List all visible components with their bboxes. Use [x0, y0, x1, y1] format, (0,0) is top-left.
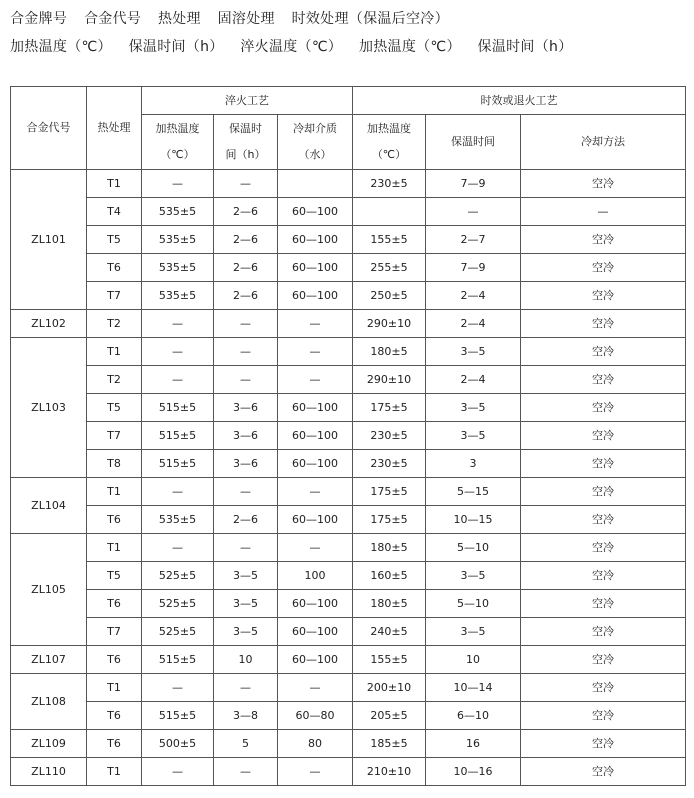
alloy-code-cell: ZL105 [11, 534, 87, 646]
quench-temp-cell: 515±5 [142, 702, 214, 730]
col-quench-temp [142, 115, 214, 170]
table-row [11, 282, 686, 310]
treatment-cell: T1 [87, 338, 142, 366]
aging-temp-cell: 175±5 [353, 394, 426, 422]
header-aging-heating-temp: 加热温度（℃） [358, 39, 461, 55]
quench-temp-cell: — [142, 366, 214, 394]
quench-time-cell: 3—5 [214, 590, 278, 618]
table-row [11, 226, 686, 254]
cooling-method-cell: 空冷 [521, 674, 686, 702]
quench-medium-cell: 60—100 [278, 282, 353, 310]
aging-temp-cell: 205±5 [353, 702, 426, 730]
quench-medium-cell: 60—100 [278, 590, 353, 618]
table-row [11, 590, 686, 618]
aging-temp-cell: 255±5 [353, 254, 426, 282]
quench-temp-cell: 515±5 [142, 394, 214, 422]
col-quench-temp-line2: （℃） [160, 148, 195, 161]
aging-temp-cell: 185±5 [353, 730, 426, 758]
aging-time-cell: — [426, 198, 521, 226]
header-alloy-code: 合金代号 [83, 11, 142, 27]
quench-temp-cell: 515±5 [142, 646, 214, 674]
treatment-cell: T6 [87, 646, 142, 674]
aging-temp-cell: 230±5 [353, 450, 426, 478]
treatment-cell: T6 [87, 506, 142, 534]
aging-time-cell: 3—5 [426, 422, 521, 450]
header-heating-temp: 加热温度（℃） [10, 39, 112, 55]
col-aging-temp-line1: 加热温度 [367, 122, 411, 135]
cooling-method-cell: — [521, 198, 686, 226]
treatment-cell: T7 [87, 422, 142, 450]
aging-time-cell: 5—15 [426, 478, 521, 506]
aging-temp-cell: 155±5 [353, 646, 426, 674]
aging-time-cell: 3 [426, 450, 521, 478]
quench-temp-cell: — [142, 534, 214, 562]
cooling-method-cell: 空冷 [521, 646, 686, 674]
aging-temp-cell: 240±5 [353, 618, 426, 646]
aging-temp-cell: 210±10 [353, 758, 426, 786]
quench-time-cell: 3—6 [214, 450, 278, 478]
quench-medium-cell: 60—100 [278, 422, 353, 450]
col-quench-medium [278, 115, 353, 170]
aging-temp-cell: 200±10 [353, 674, 426, 702]
treatment-cell: T4 [87, 198, 142, 226]
aging-temp-cell: 230±5 [353, 170, 426, 198]
aging-temp-cell: 290±10 [353, 310, 426, 338]
header-quench-temp: 淬火温度（℃） [240, 39, 343, 55]
aging-temp-cell: 180±5 [353, 534, 426, 562]
treatment-cell: T1 [87, 170, 142, 198]
aging-time-cell: 10—16 [426, 758, 521, 786]
aging-time-cell: 5—10 [426, 590, 521, 618]
treatment-cell: T6 [87, 730, 142, 758]
quench-time-cell: — [214, 170, 278, 198]
quench-medium-cell: — [278, 534, 353, 562]
table-row [11, 198, 686, 226]
treatment-cell: T5 [87, 226, 142, 254]
quench-time-cell: — [214, 478, 278, 506]
quench-medium-cell: 100 [278, 562, 353, 590]
treatment-cell: T5 [87, 394, 142, 422]
col-quench-medium-line1: 冷却介质 [293, 122, 337, 135]
aging-time-cell: 3—5 [426, 562, 521, 590]
quench-time-cell: 3—6 [214, 394, 278, 422]
quench-time-cell: 2—6 [214, 198, 278, 226]
table-row [11, 506, 686, 534]
table-row [11, 422, 686, 450]
cooling-method-cell: 空冷 [521, 478, 686, 506]
quench-temp-cell: — [142, 338, 214, 366]
treatment-cell: T6 [87, 702, 142, 730]
header-heat-treatment: 热处理 [157, 11, 201, 27]
col-aging-temp [353, 115, 426, 170]
table-row [11, 534, 686, 562]
table-row [11, 646, 686, 674]
table-row [11, 758, 686, 786]
quench-temp-cell: — [142, 478, 214, 506]
quench-time-cell: 3—8 [214, 702, 278, 730]
quench-temp-cell: 535±5 [142, 506, 214, 534]
header-alloy-grade: 合金牌号 [10, 11, 68, 27]
alloy-code-cell: ZL110 [11, 758, 87, 786]
quench-medium-cell: 60—100 [278, 646, 353, 674]
quench-medium-cell: — [278, 366, 353, 394]
cooling-method-cell: 空冷 [521, 282, 686, 310]
col-alloy-code: 合金代号 [11, 87, 87, 170]
aging-time-cell: 3—5 [426, 338, 521, 366]
aging-temp-cell: 180±5 [353, 338, 426, 366]
quench-temp-cell: 515±5 [142, 422, 214, 450]
quench-medium-cell: — [278, 478, 353, 506]
quench-time-cell: 2—6 [214, 226, 278, 254]
quench-temp-cell: 515±5 [142, 450, 214, 478]
quench-temp-cell: 525±5 [142, 590, 214, 618]
quench-temp-cell: 535±5 [142, 254, 214, 282]
table-row [11, 366, 686, 394]
quench-temp-cell: 535±5 [142, 226, 214, 254]
treatment-cell: T2 [87, 366, 142, 394]
cooling-method-cell: 空冷 [521, 226, 686, 254]
treatment-cell: T5 [87, 562, 142, 590]
cooling-method-cell: 空冷 [521, 310, 686, 338]
table-row [11, 394, 686, 422]
group-aging: 时效或退火工艺 [353, 87, 686, 115]
quench-temp-cell: 525±5 [142, 562, 214, 590]
quench-medium-cell: — [278, 338, 353, 366]
aging-time-cell: 2—4 [426, 366, 521, 394]
treatment-cell: T6 [87, 254, 142, 282]
col-quench-temp-line1: 加热温度 [155, 122, 200, 135]
aging-time-cell: 16 [426, 730, 521, 758]
quench-temp-cell: 535±5 [142, 198, 214, 226]
header-aging-holding-time: 保温时间（h） [477, 39, 573, 55]
col-quench-time-line1: 保温时 [229, 122, 262, 135]
aging-temp-cell: 175±5 [353, 506, 426, 534]
quench-temp-cell: 535±5 [142, 282, 214, 310]
quench-medium-cell: — [278, 310, 353, 338]
header-holding-time: 保温时间（h） [128, 39, 224, 55]
quench-time-cell: — [214, 338, 278, 366]
table-row [11, 478, 686, 506]
quench-medium-cell: 60—100 [278, 394, 353, 422]
quench-time-cell: 3—6 [214, 422, 278, 450]
aging-time-cell: 3—5 [426, 394, 521, 422]
treatment-cell: T1 [87, 758, 142, 786]
table-row [11, 310, 686, 338]
cooling-method-cell: 空冷 [521, 730, 686, 758]
quench-medium-cell: 60—100 [278, 198, 353, 226]
aging-time-cell: 2—4 [426, 310, 521, 338]
aging-temp-cell: 290±10 [353, 366, 426, 394]
col-quench-time [214, 115, 278, 170]
quench-time-cell: 3—5 [214, 618, 278, 646]
cooling-method-cell: 空冷 [521, 170, 686, 198]
quench-medium-cell: — [278, 758, 353, 786]
aging-time-cell: 10—14 [426, 674, 521, 702]
cooling-method-cell: 空冷 [521, 758, 686, 786]
quench-temp-cell: — [142, 758, 214, 786]
aging-temp-cell: 180±5 [353, 590, 426, 618]
aging-time-cell: 7—9 [426, 170, 521, 198]
cooling-method-cell: 空冷 [521, 590, 686, 618]
quench-medium-cell: 60—100 [278, 450, 353, 478]
treatment-cell: T1 [87, 674, 142, 702]
quench-time-cell: — [214, 758, 278, 786]
cooling-method-cell: 空冷 [521, 338, 686, 366]
quench-medium-cell: 80 [278, 730, 353, 758]
aging-time-cell: 7—9 [426, 254, 521, 282]
header-line-2 [10, 36, 585, 56]
quench-temp-cell: — [142, 310, 214, 338]
alloy-code-cell: ZL104 [11, 478, 87, 534]
treatment-cell: T1 [87, 534, 142, 562]
quench-time-cell: 2—6 [214, 506, 278, 534]
table-row [11, 450, 686, 478]
table-row [11, 562, 686, 590]
quench-medium-cell: 60—100 [278, 506, 353, 534]
quench-medium-cell [278, 170, 353, 198]
alloy-code-cell: ZL108 [11, 674, 87, 730]
cooling-method-cell: 空冷 [521, 254, 686, 282]
aging-time-cell: 10—15 [426, 506, 521, 534]
group-quench: 淬火工艺 [142, 87, 353, 115]
table-row [11, 338, 686, 366]
table-row [11, 702, 686, 730]
quench-temp-cell: 525±5 [142, 618, 214, 646]
aging-time-cell: 10 [426, 646, 521, 674]
aging-time-cell: 3—5 [426, 618, 521, 646]
aging-time-cell: 2—4 [426, 282, 521, 310]
quench-medium-cell: 60—80 [278, 702, 353, 730]
table-row [11, 618, 686, 646]
quench-time-cell: 3—5 [214, 562, 278, 590]
quench-temp-cell: 500±5 [142, 730, 214, 758]
treatment-cell: T7 [87, 282, 142, 310]
alloy-code-cell: ZL103 [11, 338, 87, 478]
aging-temp-cell: 160±5 [353, 562, 426, 590]
treatment-cell: T2 [87, 310, 142, 338]
col-aging-temp-line2: （℃） [371, 148, 407, 161]
cooling-method-cell: 空冷 [521, 450, 686, 478]
cooling-method-cell: 空冷 [521, 394, 686, 422]
aging-temp-cell [353, 198, 426, 226]
quench-medium-cell: 60—100 [278, 254, 353, 282]
col-quench-time-line2: 间（h） [225, 148, 266, 161]
quench-time-cell: — [214, 310, 278, 338]
treatment-cell: T1 [87, 478, 142, 506]
quench-medium-cell: 60—100 [278, 226, 353, 254]
quench-time-cell: 2—6 [214, 254, 278, 282]
quench-temp-cell: — [142, 170, 214, 198]
treatment-cell: T8 [87, 450, 142, 478]
aging-temp-cell: 175±5 [353, 478, 426, 506]
aging-time-cell: 5—10 [426, 534, 521, 562]
cooling-method-cell: 空冷 [521, 366, 686, 394]
alloy-code-cell: ZL101 [11, 170, 87, 310]
treatment-cell: T7 [87, 618, 142, 646]
aging-temp-cell: 230±5 [353, 422, 426, 450]
col-treatment: 热处理 [87, 87, 142, 170]
header-aging-treatment: 时效处理（保温后空冷） [291, 11, 449, 27]
quench-medium-cell: 60—100 [278, 618, 353, 646]
cooling-method-cell: 空冷 [521, 534, 686, 562]
quench-time-cell: 2—6 [214, 282, 278, 310]
quench-time-cell: — [214, 534, 278, 562]
table-row [11, 254, 686, 282]
cooling-method-cell: 空冷 [521, 506, 686, 534]
table-row [11, 730, 686, 758]
quench-time-cell: 5 [214, 730, 278, 758]
table-row [11, 674, 686, 702]
quench-medium-cell: — [278, 674, 353, 702]
alloy-code-cell: ZL107 [11, 646, 87, 674]
quench-time-cell: 10 [214, 646, 278, 674]
alloy-code-cell: ZL102 [11, 310, 87, 338]
cooling-method-cell: 空冷 [521, 422, 686, 450]
cooling-method-cell: 空冷 [521, 562, 686, 590]
header-line-1 [10, 8, 461, 28]
quench-time-cell: — [214, 674, 278, 702]
quench-time-cell: — [214, 366, 278, 394]
header-solution-treatment: 固溶处理 [217, 11, 275, 27]
quench-temp-cell: — [142, 674, 214, 702]
aging-temp-cell: 250±5 [353, 282, 426, 310]
aging-time-cell: 2—7 [426, 226, 521, 254]
col-aging-time: 保温时间 [426, 115, 521, 170]
cooling-method-cell: 空冷 [521, 618, 686, 646]
heat-treatment-table [10, 86, 686, 786]
alloy-code-cell: ZL109 [11, 730, 87, 758]
aging-temp-cell: 155±5 [353, 226, 426, 254]
cooling-method-cell: 空冷 [521, 702, 686, 730]
aging-time-cell: 6—10 [426, 702, 521, 730]
col-quench-medium-line2: （水） [298, 148, 332, 161]
treatment-cell: T6 [87, 590, 142, 618]
col-cooling-method: 冷却方法 [521, 115, 686, 170]
table-row [11, 170, 686, 198]
